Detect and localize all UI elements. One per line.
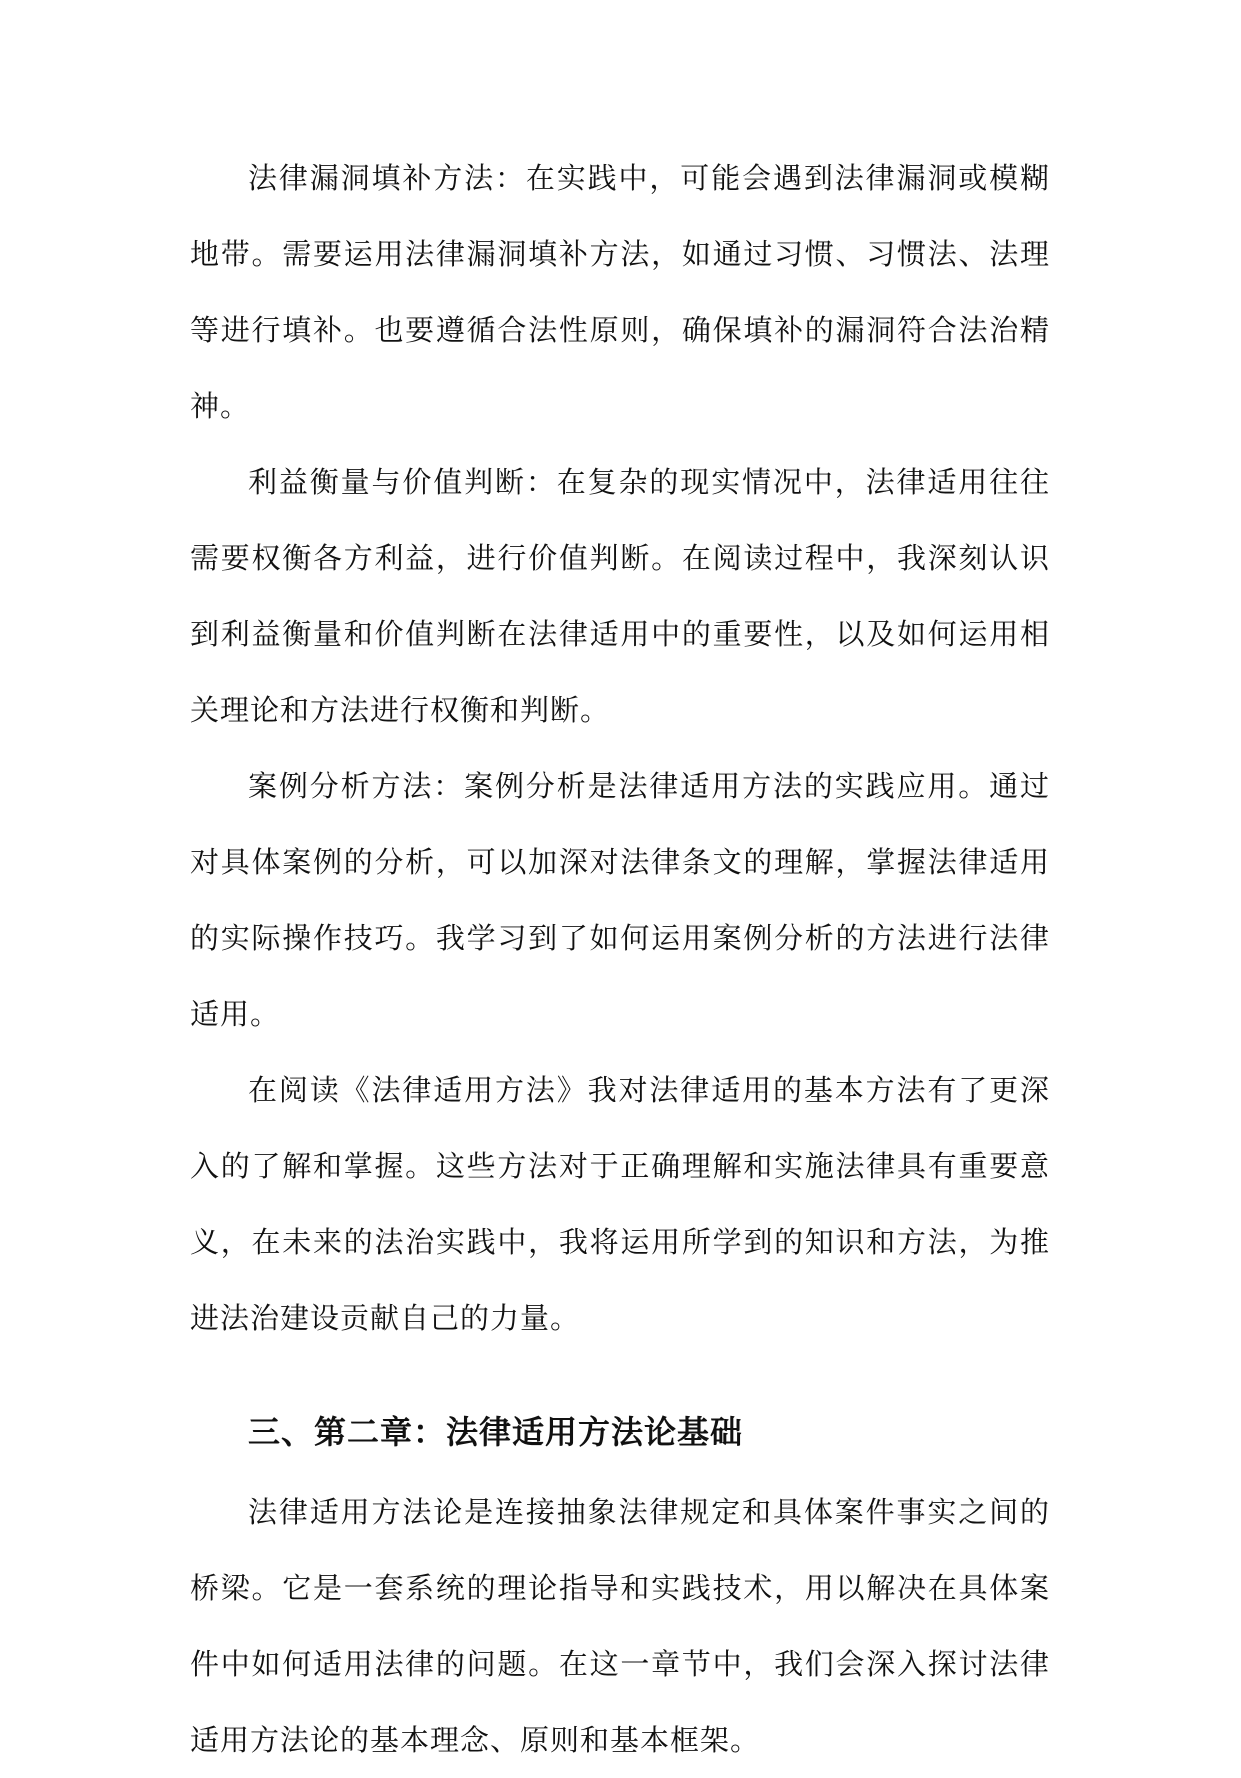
paragraph-case-analysis: 案例分析方法：案例分析是法律适用方法的实践应用。通过对具体案例的分析，可以加深对法律条文的理解，掌握法律适用的实际操作技巧。我学习到了如何运用案例分析的方法进行法律适用。 — [190, 769, 1050, 1031]
paragraph-reading-conclusion: 在阅读《法律适用方法》我对法律适用的基本方法有了更深入的了解和掌握。这些方法对于正确理解和实施法律具有重要意义，在未来的法治实践中，我将运用所学到的知识和方法，为推进法治建设贡献自己的力量。 — [190, 1073, 1050, 1335]
paragraph-methodology-intro: 法律适用方法论是连接抽象法律规定和具体案件事实之间的桥梁。它是一套系统的理论指导和实践技术，用以解决在具体案件中如何适用法律的问题。在这一章节中，我们会深入探讨法律适用方法论的基本理念、原则和基本框架。 — [190, 1495, 1050, 1757]
document-body — [190, 140, 1050, 1778]
paragraph-legal-gap-filling: 法律漏洞填补方法：在实践中，可能会遇到法律漏洞或模糊地带。需要运用法律漏洞填补方法，如通过习惯、习惯法、法理等进行填补。也要遵循合法性原则，确保填补的漏洞符合法治精神。 — [190, 161, 1050, 423]
section-heading: 三、第二章：法律适用方法论基础 — [248, 1413, 744, 1451]
paragraph-interest-balancing: 利益衡量与价值判断：在复杂的现实情况中，法律适用往往需要权衡各方利益，进行价值判断。在阅读过程中，我深刻认识到利益衡量和价值判断在法律适用中的重要性，以及如何运用相关理论和方法进行权衡和判断。 — [190, 465, 1050, 727]
